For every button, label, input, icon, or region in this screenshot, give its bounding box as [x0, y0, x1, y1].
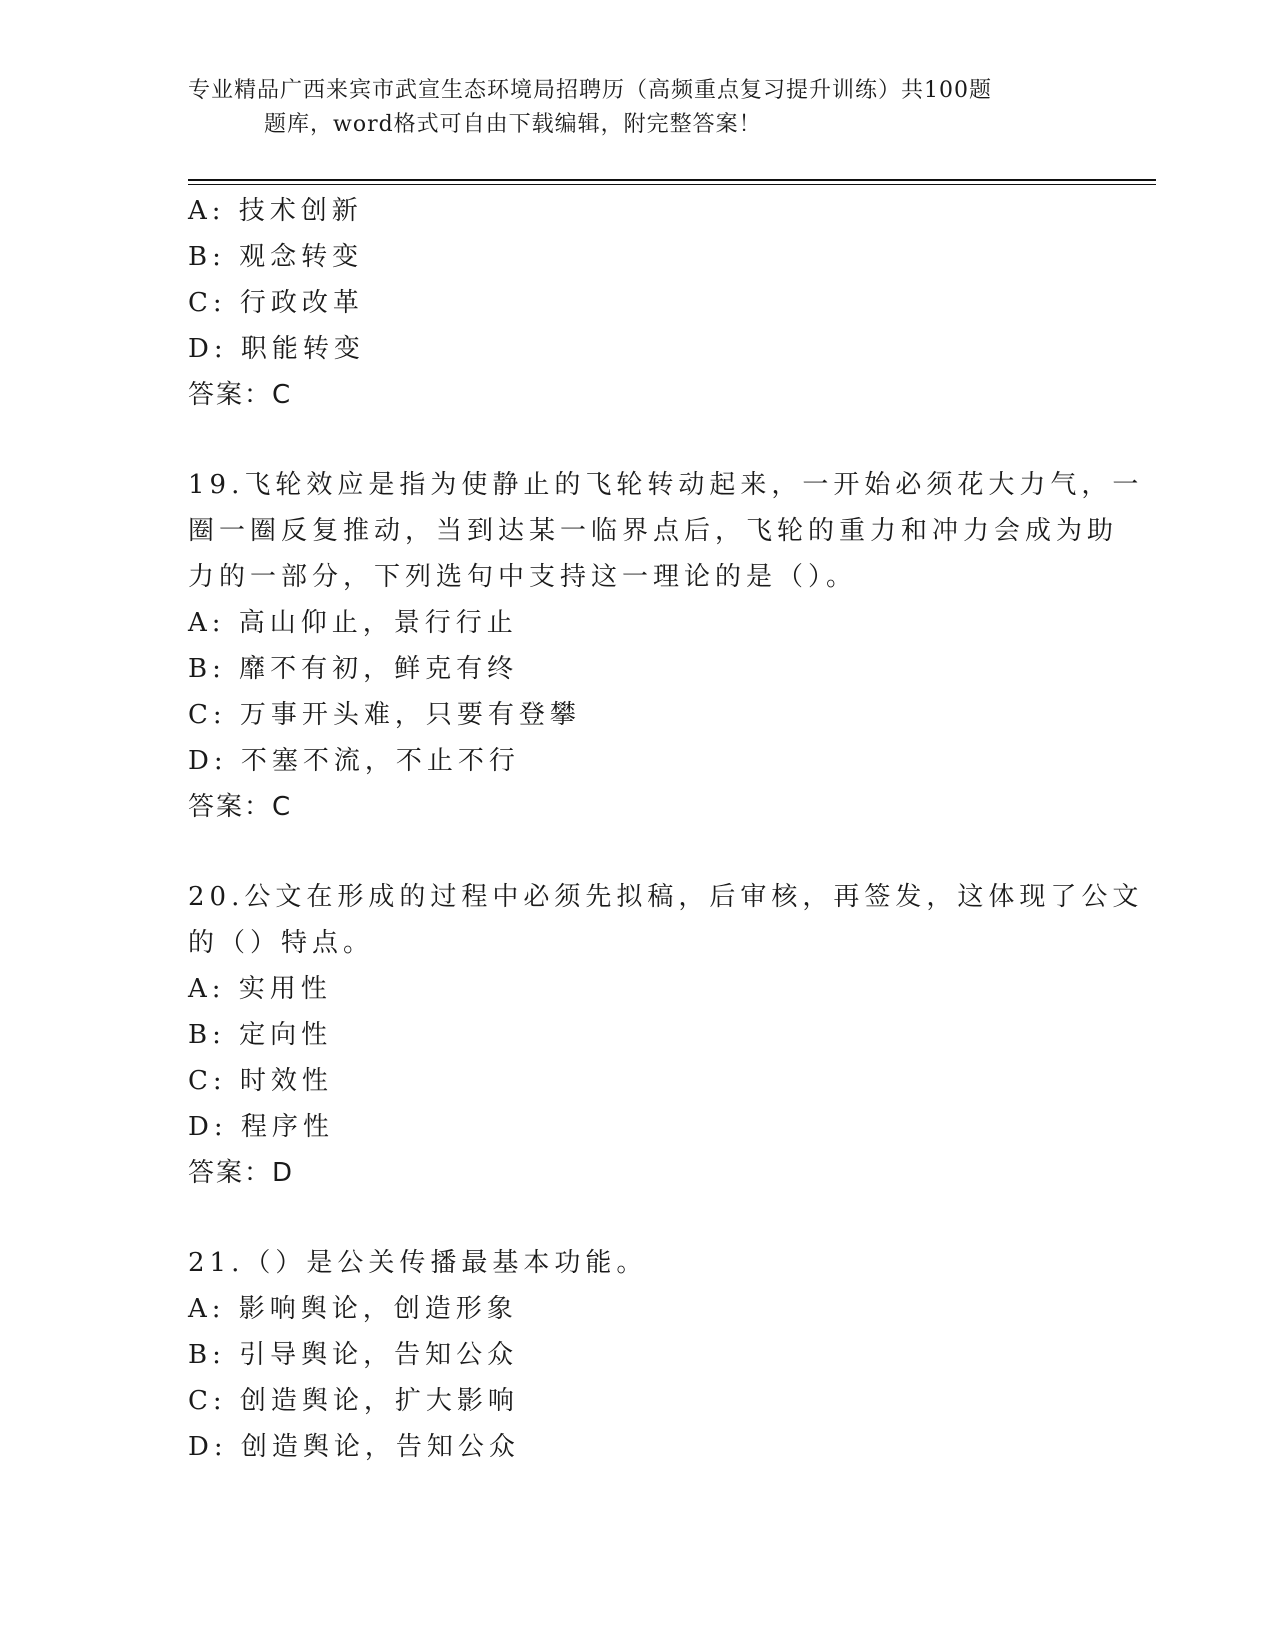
option-c: C: 创造舆论，扩大影响 — [188, 1386, 519, 1416]
question-text: 21.（）是公关传播最基本功能。 — [188, 1248, 648, 1278]
option-d: D: 不塞不流，不止不行 — [188, 746, 520, 776]
option-a: A: 高山仰止，景行行止 — [188, 608, 518, 638]
option-a: A: 影响舆论，创造形象 — [188, 1294, 518, 1324]
document-header — [188, 74, 1068, 142]
answer-line: 答案：C — [188, 380, 293, 410]
question-text: 20.公文在形成的过程中必须先拟稿，后审核，再签发，这体现了公文 — [188, 882, 1144, 912]
option-a: A: 实用性 — [188, 974, 332, 1004]
option-c: C: 行政改革 — [188, 288, 364, 318]
question-text: 19.飞轮效应是指为使静止的飞轮转动起来，一开始必须花大力气，一 — [188, 470, 1144, 500]
question-block — [188, 1240, 1088, 1470]
answer-line: 答案：C — [188, 792, 293, 822]
option-a: A: 技术创新 — [188, 196, 363, 226]
header-line-1: 专业精品广西来宾市武宣生态环境局招聘历（高频重点复习提升训练）共100题 — [188, 78, 992, 103]
header-line-2: 题库，word格式可自由下载编辑，附完整答案！ — [264, 112, 762, 137]
question-text: 力的一部分，下列选句中支持这一理论的是（）。 — [188, 562, 858, 592]
option-b: B: 引导舆论，告知公众 — [188, 1340, 519, 1370]
header-rule-thin — [188, 184, 1156, 185]
question-block — [188, 188, 1088, 418]
option-d: D: 职能转变 — [188, 334, 365, 364]
question-list — [188, 188, 1144, 1470]
option-d: D: 创造舆论，告知公众 — [188, 1432, 520, 1462]
option-b: B: 靡不有初，鲜克有终 — [188, 654, 519, 684]
option-c: C: 万事开头难，只要有登攀 — [188, 700, 581, 730]
option-b: B: 定向性 — [188, 1020, 333, 1050]
option-b: B: 观念转变 — [188, 242, 364, 272]
option-c: C: 时效性 — [188, 1066, 333, 1096]
option-d: D: 程序性 — [188, 1112, 334, 1142]
question-text: 的（）特点。 — [188, 928, 375, 958]
answer-line: 答案：D — [188, 1158, 295, 1188]
question-text: 圈一圈反复推动，当到达某一临界点后，飞轮的重力和冲力会成为助 — [188, 516, 1119, 546]
question-block — [188, 874, 1144, 1196]
header-rule-thick — [188, 179, 1156, 181]
question-block — [188, 462, 1144, 830]
